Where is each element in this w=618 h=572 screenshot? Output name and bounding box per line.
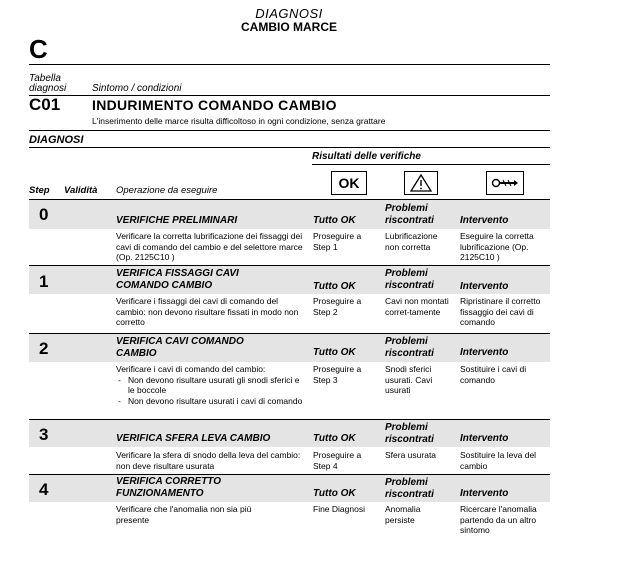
step-action: Sostituire la leva del cambio bbox=[460, 450, 537, 471]
step-operation bbox=[116, 364, 304, 406]
symptom-code: C01 bbox=[29, 95, 61, 114]
step-title: VERIFICA SFERA LEVA CAMBIO bbox=[116, 433, 271, 444]
step-action: Sostituire i cavi di comando bbox=[460, 364, 527, 385]
results-header: Risultati delle verifiche bbox=[312, 151, 421, 162]
symptom-description: L'inserimento delle marce risulta difficoltoso in ogni condizione, senza grattare bbox=[92, 116, 386, 126]
problem-col-label: riscontrati bbox=[385, 348, 434, 359]
step-action: Ripristinare il corretto fissaggio dei cavi di comando bbox=[460, 296, 541, 327]
wrench-tool-icon bbox=[486, 171, 524, 195]
section-letter: C bbox=[29, 34, 48, 64]
step-number: 4 bbox=[39, 480, 49, 499]
step-operation-bullets bbox=[116, 375, 304, 407]
step-ok-result: Proseguire a Step 4 bbox=[313, 450, 362, 471]
problem-col-label: Problemi bbox=[385, 422, 428, 433]
tabella-label: Tabella bbox=[29, 73, 61, 84]
col-step: Step bbox=[29, 185, 50, 196]
step-title: VERIFICA FISSAGGI CAVI bbox=[116, 268, 239, 279]
ok-col-label: Tutto OK bbox=[313, 215, 356, 226]
diagnosi-label: diagnosi bbox=[29, 83, 67, 94]
divider bbox=[29, 147, 550, 148]
step-action: Ricercare l'anomalia partendo da un altro sintomo bbox=[460, 504, 537, 535]
step-problem: Sfera usurata bbox=[385, 450, 437, 460]
action-col-label: Intervento bbox=[460, 433, 509, 444]
step-number: 0 bbox=[39, 205, 49, 224]
step-problem: Anomalia persiste bbox=[385, 504, 421, 525]
divider bbox=[29, 130, 550, 131]
step-action: Eseguire la corretta lubrificazione (Op. 2125C10 ) bbox=[460, 231, 534, 262]
sintomo-label: Sintomo / condizioni bbox=[92, 83, 182, 94]
symptom-title: INDURIMENTO COMANDO CAMBIO bbox=[92, 97, 337, 113]
step-title: VERIFICA CORRETTO bbox=[116, 476, 222, 487]
step-ok-result: Fine Diagnosi bbox=[313, 504, 365, 514]
problem-col-label: riscontrati bbox=[385, 215, 434, 226]
col-operazione: Operazione da eseguire bbox=[116, 185, 218, 196]
ok-col-label: Tutto OK bbox=[313, 433, 356, 444]
ok-col-label: Tutto OK bbox=[313, 347, 356, 358]
step-operation: Verificare la corretta lubrificazione dei fissaggi dei cavi di comando del cambio e del selettore marce (Op. 2125C10 ) bbox=[116, 231, 303, 262]
problem-col-label: Problemi bbox=[385, 268, 428, 279]
step-ok-result: Proseguire a Step 1 bbox=[313, 231, 362, 252]
ok-label: OK bbox=[338, 175, 360, 191]
problem-col-label: riscontrati bbox=[385, 434, 434, 445]
step-operation-intro: Verificare i cavi di comando del cambio: bbox=[116, 364, 266, 374]
diagnosi-section-title: DIAGNOSI bbox=[29, 134, 84, 146]
ok-col-label: Tutto OK bbox=[313, 488, 356, 499]
step-operation: Verificare la sfera di snodo della leva del cambio: non deve risultare usurata bbox=[116, 450, 301, 471]
divider bbox=[29, 95, 550, 96]
step-problem: Cavi non montati corret-tamente bbox=[385, 296, 449, 317]
bullet-item: - Non devono risultare usurati gli snodi sferici e le boccole bbox=[116, 375, 304, 396]
problem-col-label: Problemi bbox=[385, 477, 428, 488]
step-problem: Lubrificazione non corretta bbox=[385, 231, 438, 252]
col-validita: Validità bbox=[64, 185, 98, 196]
action-col-label: Intervento bbox=[460, 347, 509, 358]
divider bbox=[29, 64, 550, 65]
step-operation: Verificare i fissaggi dei cavi di comando del cambio: non devono risultare fissati in modo non corretto bbox=[116, 296, 299, 327]
ok-icon bbox=[331, 171, 367, 195]
action-col-label: Intervento bbox=[460, 281, 509, 292]
problem-col-label: riscontrati bbox=[385, 489, 434, 500]
ok-col-label: Tutto OK bbox=[313, 281, 356, 292]
step-ok-result: Proseguire a Step 3 bbox=[313, 364, 362, 385]
warning-triangle-icon bbox=[404, 171, 438, 195]
divider bbox=[312, 164, 550, 165]
bullet-item: - Non devono risultare usurati i cavi di comando bbox=[116, 396, 304, 407]
action-col-label: Intervento bbox=[460, 215, 509, 226]
step-title: COMANDO CAMBIO bbox=[116, 280, 213, 291]
problem-col-label: riscontrati bbox=[385, 280, 434, 291]
action-col-label: Intervento bbox=[460, 488, 509, 499]
step-problem: Snodi sferici usurati. Cavi usurati bbox=[385, 364, 433, 395]
step-title: VERIFICA CAVI COMANDO bbox=[116, 336, 244, 347]
document-subtitle: CAMBIO MARCE bbox=[241, 20, 337, 34]
step-title: CAMBIO bbox=[116, 348, 157, 359]
problem-col-label: Problemi bbox=[385, 336, 428, 347]
step-number: 3 bbox=[39, 425, 49, 444]
step-number: 2 bbox=[39, 339, 49, 358]
document-title: DIAGNOSI bbox=[255, 6, 323, 21]
step-title: VERIFICHE PRELIMINARI bbox=[116, 215, 238, 226]
step-title: FUNZIONAMENTO bbox=[116, 488, 204, 499]
problem-col-label: Problemi bbox=[385, 203, 428, 214]
step-number: 1 bbox=[39, 272, 49, 291]
step-ok-result: Proseguire a Step 2 bbox=[313, 296, 362, 317]
step-operation: Verificare che l'anomalia non sia più presente bbox=[116, 504, 252, 525]
